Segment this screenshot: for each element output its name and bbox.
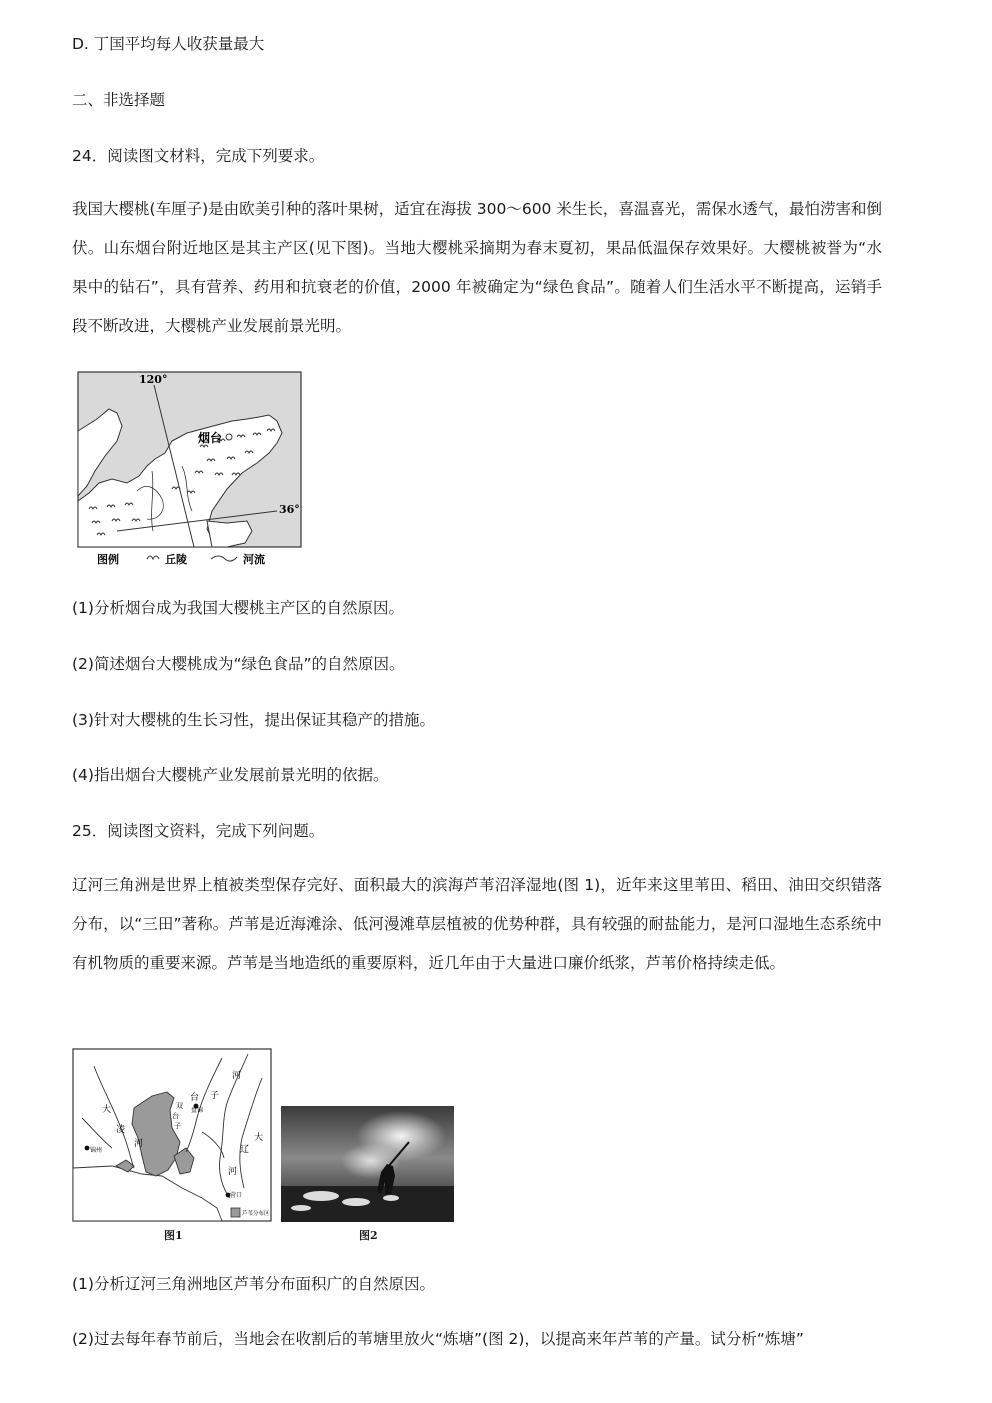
section-title: 二、非选择题 xyxy=(72,91,166,109)
city-label: 烟台 xyxy=(198,431,223,445)
legend-title: 图例 xyxy=(97,553,119,566)
q24-sub-3: (3)针对大樱桃的生长习性，提出保证其稳产的措施。 xyxy=(72,711,435,729)
label-he1: 河 xyxy=(134,1139,144,1149)
q25-stem: 25．阅读图文资料，完成下列问题。 xyxy=(72,822,325,840)
fig1-caption: 图1 xyxy=(164,1229,183,1242)
q25-sub-1: (1)分析辽河三角洲地区芦苇分布面积广的自然原因。 xyxy=(72,1275,435,1293)
label-he2: 河 xyxy=(232,1071,242,1081)
label-tai2: 台 xyxy=(172,1112,179,1120)
label-tai: 台 xyxy=(190,1093,200,1103)
label-da: 大 xyxy=(102,1105,112,1115)
label-zi2: 子 xyxy=(174,1122,181,1130)
lat-label: 36° xyxy=(279,503,300,516)
label-zi: 子 xyxy=(210,1091,220,1101)
q24-sub-4: (4)指出烟台大樱桃产业发展前景光明的依据。 xyxy=(72,766,389,784)
q24-sub-2: (2)简述烟台大樱桃成为“绿色食品”的自然原因。 xyxy=(72,655,405,673)
q25-sub-2: (2)过去每年春节前后，当地会在收割后的苇塘里放火“炼塘”(图 2)，以提高来年芦苇的产量。试分析“炼塘” xyxy=(72,1330,804,1348)
q24-material: 我国大樱桃(车厘子)是由欧美引种的落叶果树，适宜在海拔 300～600 米生长，喜温喜光，需保水透气，最怕涝害和倒伏。山东烟台附近地区是其主产区(见下图)。当地大樱桃采摘期为春末夏初，果品低温保存效果好。大樱桃被誉为“水果中的钻石”，具有营养、药用和抗衰老的价值，2000 年被确定为“绿色食品”。随着人们生活水平不断提高，运销手段不断改进，大樱桃产业发展前景光明。 xyxy=(72,200,882,335)
label-panjin: 盘锦 xyxy=(191,1107,204,1114)
label-yingkou: 营口 xyxy=(230,1192,243,1199)
label-da2: 大 xyxy=(254,1133,264,1143)
jinzhou-dot xyxy=(85,1146,90,1151)
yantai-map xyxy=(77,371,303,571)
legend-reed-swatch xyxy=(231,1208,240,1217)
land-south xyxy=(207,521,252,547)
burning-photo xyxy=(281,1106,454,1222)
option-d-text: D. 丁国平均每人收获量最大 xyxy=(72,35,265,53)
lon-label: 120° xyxy=(139,373,168,386)
label-shuang: 双 xyxy=(176,1102,183,1110)
label-liao: 辽 xyxy=(240,1145,250,1155)
liaohe-map xyxy=(72,1048,274,1226)
label-ling: 凌 xyxy=(116,1125,126,1135)
legend-reed-label: 芦苇分布区 xyxy=(242,1211,270,1217)
q25-material: 辽河三角洲是世界上植被类型保存完好、面积最大的滨海芦苇沼泽湿地(图 1)，近年来这里苇田、稻田、油田交织错落分布，以“三田”著称。芦苇是近海滩涂、低河漫滩草层植被的优势种群，具有较强的耐盐能力，是河口湿地生态系统中有机物质的重要来源。芦苇是当地造纸的重要原料，近几年由于大量进口廉价纸浆，芦苇价格持续走低。 xyxy=(72,876,882,972)
yantai-dot xyxy=(226,434,232,440)
label-jinzhou: 锦州 xyxy=(90,1147,103,1154)
legend-river-label: 河流 xyxy=(243,553,265,566)
legend-hill-icon xyxy=(147,556,159,559)
legend-hill-label: 丘陵 xyxy=(165,553,187,566)
label-he3: 河 xyxy=(228,1167,238,1177)
fig2-caption: 图2 xyxy=(359,1229,378,1242)
q24-sub-1: (1)分析烟台成为我国大樱桃主产区的自然原因。 xyxy=(72,599,404,617)
q24-stem: 24．阅读图文材料，完成下列要求。 xyxy=(72,147,325,165)
legend-river-icon xyxy=(211,556,237,561)
